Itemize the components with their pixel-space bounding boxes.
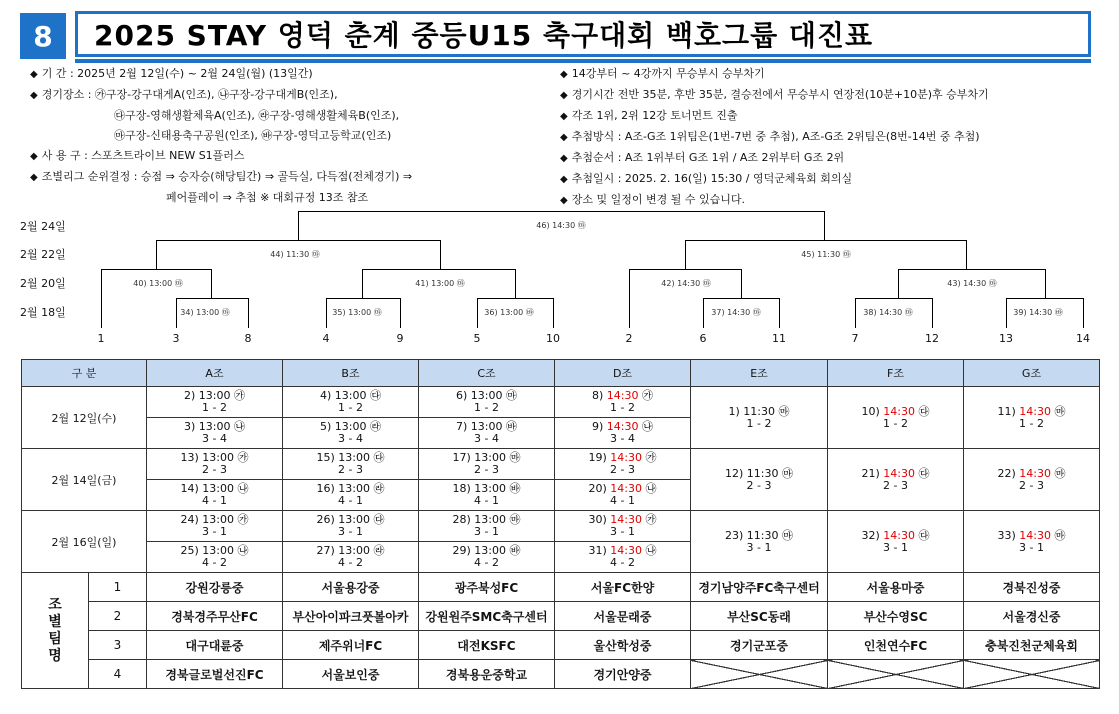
bracket-match-label: 45) 11:30 ㉲ — [801, 250, 851, 259]
bracket-line — [176, 298, 177, 328]
bracket-match-label: 40) 13:00 ㉲ — [133, 279, 183, 288]
info-line: ㉰구장-영해생활체육A(인조), ㉱구장-영해생활체육B(인조), — [114, 109, 400, 122]
bracket-line — [685, 240, 967, 241]
match-cell: 17) 13:00 ㉲ 2 - 3 — [419, 449, 555, 480]
team-name: 경북진성중 — [964, 573, 1100, 602]
bracket-line — [1006, 298, 1007, 328]
match-date: 2월 16일(일) — [22, 511, 147, 573]
info-line: ◆ 각조 1위, 2위 12강 토너먼트 진출 — [560, 109, 738, 122]
bracket-line — [156, 240, 157, 270]
team-name: 강원원주SMC축구센터 — [419, 602, 555, 631]
team-name: 부산아이파크풋볼아카 — [283, 602, 419, 631]
bracket-seed: 5 — [473, 332, 481, 345]
bracket-line — [176, 298, 249, 299]
info-line: ◆ 경기장소 : ㉮구장-강구대게A(인조), ㉯구장-강구대게B(인조), — [30, 88, 338, 101]
match-cell: 14) 13:00 ㉯ 4 - 1 — [147, 480, 283, 511]
bracket-match-label: 46) 14:30 ㉲ — [536, 221, 586, 230]
bracket-line — [362, 269, 516, 270]
team-section-text: 조 별 팀 명 — [48, 596, 62, 664]
team-name: 경북글로벌선진FC — [147, 660, 283, 689]
bracket-seed: 8 — [244, 332, 252, 345]
team-row — [22, 602, 1100, 631]
team-name: 울산학성중 — [555, 631, 691, 660]
bracket-line — [741, 269, 742, 299]
bracket-seed: 14 — [1076, 332, 1090, 345]
bracket-seed: 11 — [772, 332, 786, 345]
bracket-seed: 1 — [97, 332, 105, 345]
match-cell: 25) 13:00 ㉯ 4 - 2 — [147, 542, 283, 573]
column-header: C조 — [419, 360, 555, 387]
info-line: ◆ 사 용 구 : 스포츠트라이브 NEW S1플러스 — [30, 149, 245, 162]
match-cell: 9) 14:30 ㉯ 3 - 4 — [555, 418, 691, 449]
bracket-seed: 9 — [396, 332, 404, 345]
empty-cell — [828, 660, 964, 689]
match-cell: 8) 14:30 ㉮ 1 - 2 — [555, 387, 691, 418]
team-name: 서울FC한양 — [555, 573, 691, 602]
bracket-seed: 6 — [699, 332, 707, 345]
bracket-line — [400, 298, 401, 328]
bracket-day-label: 2월 22일 — [20, 248, 66, 261]
match-cell: 13) 13:00 ㉮ 2 - 3 — [147, 449, 283, 480]
bracket-line — [1083, 298, 1084, 328]
bracket-day-label: 2월 20일 — [20, 277, 66, 290]
bracket-line — [101, 269, 102, 328]
page-title: 2025 STAY 영덕 춘계 중등U15 축구대회 백호그룹 대진표 — [94, 19, 874, 52]
schedule-row — [22, 511, 1100, 542]
bracket-seed: 13 — [999, 332, 1013, 345]
team-name: 부산수영SC — [828, 602, 964, 631]
match-cell: 4) 13:00 ㉰ 1 - 2 — [283, 387, 419, 418]
info-line: 페어플레이 ⇒ 추첨 ※ 대회규정 13조 참조 — [166, 191, 369, 204]
match-cell: 26) 13:00 ㉰ 3 - 1 — [283, 511, 419, 542]
match-cell: 31) 14:30 ㉯ 4 - 2 — [555, 542, 691, 573]
match-cell: 19) 14:30 ㉮ 2 - 3 — [555, 449, 691, 480]
bracket-line — [685, 240, 686, 270]
bracket-line — [298, 211, 299, 241]
empty-cell — [691, 660, 828, 689]
match-cell: 22) 14:30 ㉲ 2 - 3 — [964, 449, 1100, 511]
match-cell: 20) 14:30 ㉯ 4 - 1 — [555, 480, 691, 511]
team-rank: 1 — [89, 573, 147, 602]
match-cell: 12) 11:30 ㉲ 2 - 3 — [691, 449, 828, 511]
team-name: 서울문래중 — [555, 602, 691, 631]
bracket-match-label: 36) 13:00 ㉳ — [484, 308, 534, 317]
bracket-line — [898, 269, 899, 299]
match-cell: 2) 13:00 ㉮ 1 - 2 — [147, 387, 283, 418]
match-date: 2월 14일(금) — [22, 449, 147, 511]
schedule-row — [22, 449, 1100, 480]
match-cell: 29) 13:00 ㉳ 4 - 2 — [419, 542, 555, 573]
bracket-line — [326, 298, 327, 328]
bracket-match-label: 35) 13:00 ㉲ — [332, 308, 382, 317]
empty-cell — [964, 660, 1100, 689]
info-line: ◆ 기 간 : 2025년 2월 12일(수) ~ 2월 24일(월) (13일간) — [30, 67, 313, 80]
team-name: 강원강릉중 — [147, 573, 283, 602]
team-name: 경북용운중학교 — [419, 660, 555, 689]
match-cell: 32) 14:30 ㉰ 3 - 1 — [828, 511, 964, 573]
bracket-day-label: 2월 24일 — [20, 220, 66, 233]
team-name: 경기안양중 — [555, 660, 691, 689]
match-cell: 21) 14:30 ㉰ 2 - 3 — [828, 449, 964, 511]
info-line: ◆ 조별리그 순위결정 : 승점 ⇒ 승자승(해당팀간) ⇒ 골득실, 다득점(전체경기) ⇒ — [30, 170, 413, 183]
team-name: 서울경신중 — [964, 602, 1100, 631]
info-line: ◆ 장소 및 일정이 변경 될 수 있습니다. — [560, 193, 745, 206]
info-line: ◆ 추첨순서 : A조 1위부터 G조 1위 / A조 2위부터 G조 2위 — [560, 151, 845, 164]
column-header: F조 — [828, 360, 964, 387]
team-name: 서울보인중 — [283, 660, 419, 689]
info-line: ㉲구장-신태용축구공원(인조), ㉳구장-영덕고등학교(인조) — [114, 129, 392, 142]
title-underline — [75, 59, 1091, 63]
bracket-line — [553, 298, 554, 328]
bracket-line — [629, 269, 630, 328]
info-right — [560, 64, 989, 211]
team-name: 인천연수FC — [828, 631, 964, 660]
match-cell: 11) 14:30 ㉲ 1 - 2 — [964, 387, 1100, 449]
bracket-line — [298, 211, 825, 212]
match-cell: 16) 13:00 ㉱ 4 - 1 — [283, 480, 419, 511]
team-rank: 4 — [89, 660, 147, 689]
column-header: B조 — [283, 360, 419, 387]
match-cell: 6) 13:00 ㉲ 1 - 2 — [419, 387, 555, 418]
bracket-match-label: 37) 14:30 ㉲ — [711, 308, 761, 317]
team-name: 충북진천군체육회 — [964, 631, 1100, 660]
bracket-match-label: 38) 14:30 ㉲ — [863, 308, 913, 317]
bracket-line — [855, 298, 856, 328]
team-row — [22, 573, 1100, 602]
bracket-seed: 12 — [925, 332, 939, 345]
bracket-match-label: 42) 14:30 ㉲ — [661, 279, 711, 288]
info-line: ◆ 추첨일시 : 2025. 2. 16(일) 15:30 / 영덕군체육회 회의실 — [560, 172, 853, 185]
bracket-line — [362, 269, 363, 299]
match-cell: 10) 14:30 ㉰ 1 - 2 — [828, 387, 964, 449]
bracket-match-label: 43) 14:30 ㉲ — [947, 279, 997, 288]
match-cell: 28) 13:00 ㉲ 3 - 1 — [419, 511, 555, 542]
match-date: 2월 12일(수) — [22, 387, 147, 449]
bracket-match-label: 39) 14:30 ㉳ — [1013, 308, 1063, 317]
team-rank: 2 — [89, 602, 147, 631]
bracket-line — [703, 298, 704, 328]
bracket-line — [1045, 269, 1046, 299]
info-line: ◆ 추첨방식 : A조-G조 1위팀은(1번-7번 중 추첨), A조-G조 2위팀은(8번-14번 중 추첨) — [560, 130, 980, 143]
team-name: 경기남양주FC축구센터 — [691, 573, 828, 602]
info-line: ◆ 14강부터 ~ 4강까지 무승부시 승부차기 — [560, 67, 765, 80]
team-name: 경기군포중 — [691, 631, 828, 660]
bracket-match-label: 41) 13:00 ㉲ — [415, 279, 465, 288]
bracket-line — [477, 298, 478, 328]
column-header: A조 — [147, 360, 283, 387]
match-cell: 1) 11:30 ㉲ 1 - 2 — [691, 387, 828, 449]
match-cell: 30) 14:30 ㉮ 3 - 1 — [555, 511, 691, 542]
column-header: G조 — [964, 360, 1100, 387]
title-box — [75, 11, 1091, 57]
team-name: 부산SC동래 — [691, 602, 828, 631]
bracket-match-label: 34) 13:00 ㉲ — [180, 308, 230, 317]
match-cell: 18) 13:00 ㉳ 4 - 1 — [419, 480, 555, 511]
team-name: 서울용마중 — [828, 573, 964, 602]
match-cell: 5) 13:00 ㉱ 3 - 4 — [283, 418, 419, 449]
team-name: 서울용강중 — [283, 573, 419, 602]
bracket-seed: 4 — [322, 332, 330, 345]
team-name: 광주북성FC — [419, 573, 555, 602]
match-cell: 3) 13:00 ㉯ 3 - 4 — [147, 418, 283, 449]
bracket-line — [326, 298, 401, 299]
bracket-seed: 2 — [625, 332, 633, 345]
team-name: 대전KSFC — [419, 631, 555, 660]
bracket-line — [779, 298, 780, 328]
bracket-seed: 7 — [851, 332, 859, 345]
page-number-badge: 8 — [20, 13, 66, 59]
info-line: ◆ 경기시간 전반 35분, 후반 35분, 결승전에서 무승부시 연장전(10분+10분)후 승부차기 — [560, 88, 989, 101]
column-header: 구 분 — [22, 360, 147, 387]
match-cell: 7) 13:00 ㉳ 3 - 4 — [419, 418, 555, 449]
team-rank: 3 — [89, 631, 147, 660]
bracket-line — [898, 269, 1046, 270]
schedule-row — [22, 387, 1100, 418]
team-name: 경북경주무산FC — [147, 602, 283, 631]
match-cell: 24) 13:00 ㉮ 3 - 1 — [147, 511, 283, 542]
match-cell: 15) 13:00 ㉰ 2 - 3 — [283, 449, 419, 480]
bracket-line — [515, 269, 516, 299]
bracket-line — [932, 298, 933, 328]
team-name: 제주위너FC — [283, 631, 419, 660]
bracket-match-label: 44) 11:30 ㉲ — [270, 250, 320, 259]
group-schedule-table — [21, 359, 1100, 689]
team-name: 대구대륜중 — [147, 631, 283, 660]
bracket-seed: 10 — [546, 332, 560, 345]
bracket-line — [966, 240, 967, 270]
team-section-label — [22, 573, 89, 689]
column-header: D조 — [555, 360, 691, 387]
team-row — [22, 660, 1100, 689]
match-cell: 23) 11:30 ㉲ 3 - 1 — [691, 511, 828, 573]
bracket-line — [248, 298, 249, 328]
bracket-day-label: 2월 18일 — [20, 306, 66, 319]
bracket-line — [440, 240, 441, 270]
match-cell: 33) 14:30 ㉲ 3 - 1 — [964, 511, 1100, 573]
match-cell: 27) 13:00 ㉱ 4 - 2 — [283, 542, 419, 573]
info-left — [30, 64, 412, 208]
bracket-line — [855, 298, 933, 299]
column-header: E조 — [691, 360, 828, 387]
bracket-line — [824, 211, 825, 241]
bracket-line — [211, 269, 212, 299]
table-header-row — [22, 360, 1100, 387]
team-row — [22, 631, 1100, 660]
bracket-seed: 3 — [172, 332, 180, 345]
